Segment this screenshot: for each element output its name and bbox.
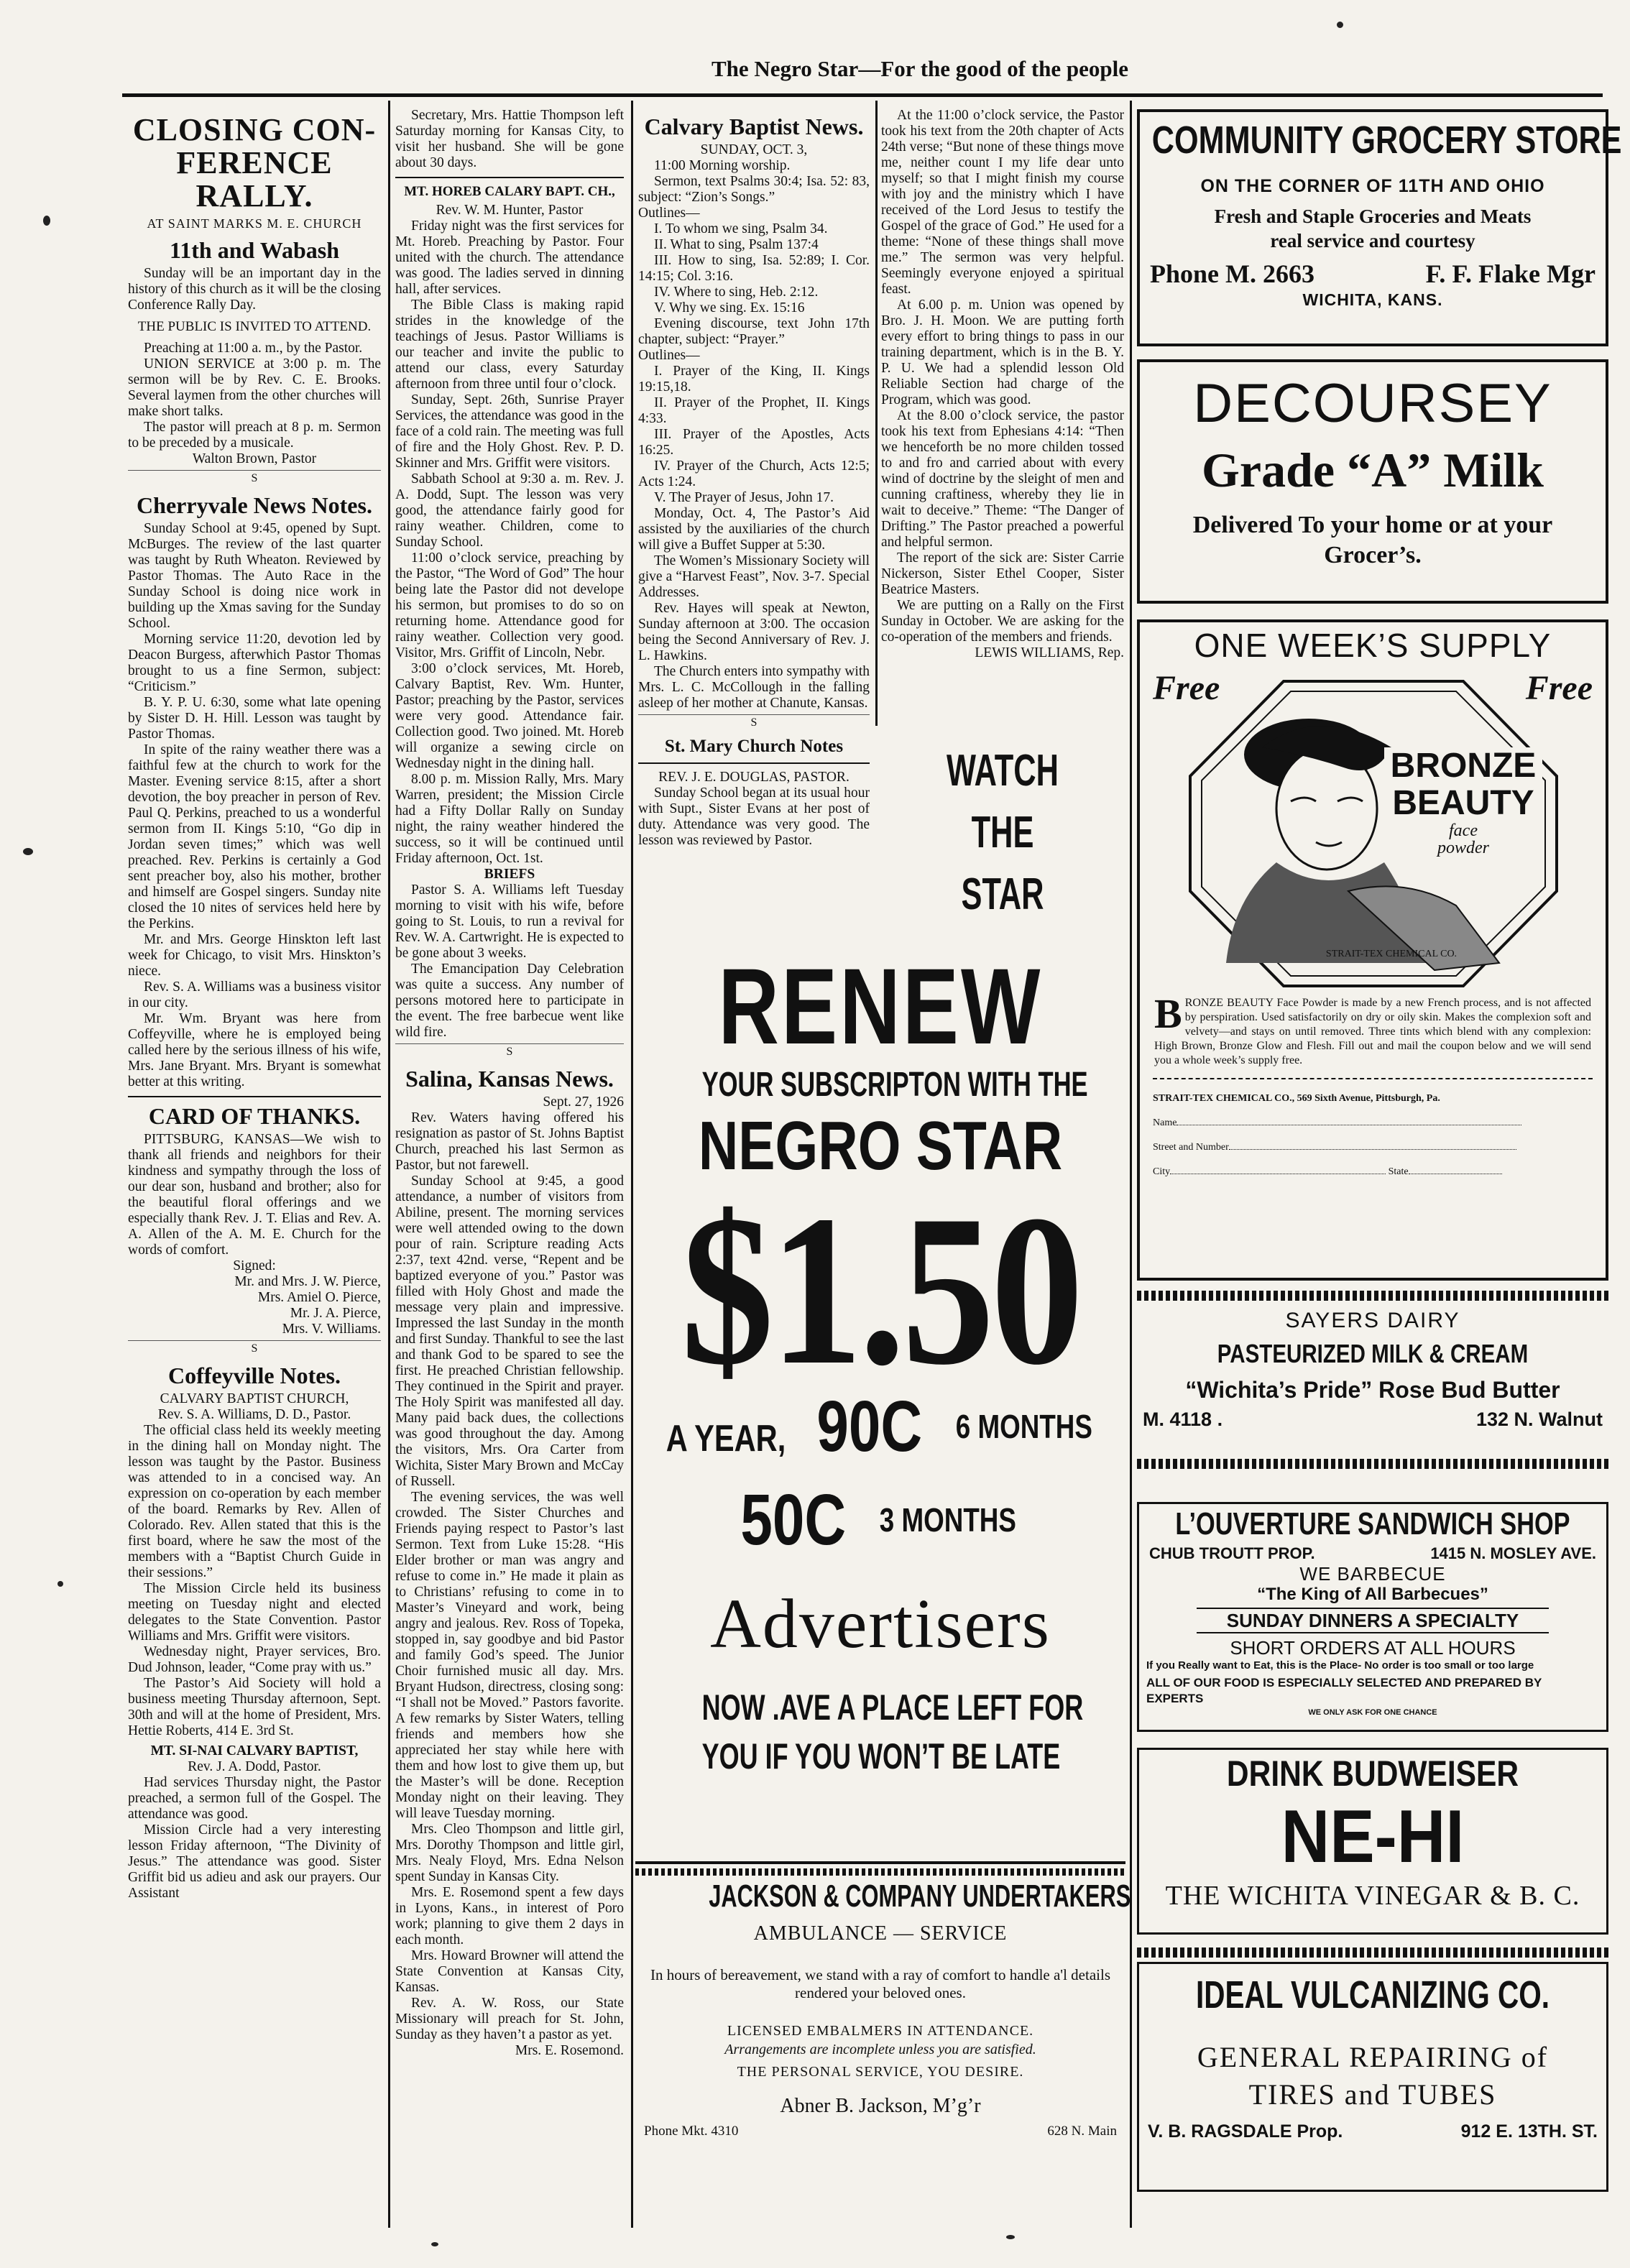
header-rule [122,93,1603,97]
article-paragraph: B. Y. P. U. 6:30, some what late opening by Sister D. H. Hill. Lesson was taught by Pastor Thomas. [128,695,381,742]
article-paragraph: Had services Thursday night, the Pastor preached, a sermon full of the Gospel. The attendance was good. [128,1775,381,1822]
article-paragraph: Sunday, Sept. 26th, Sunrise Prayer Services, the attendance was good in the face of a cold rain. The meeting was full of fire and the Holy Ghost. Rev. P. D. Skinner and Mrs. Griffit were visitors. [395,392,624,471]
vulcanizing-line-1: GENERAL REPAIRING of [1197,2041,1549,2073]
sandwich-address: 1415 N. MOSLEY AVE. [1430,1544,1596,1562]
watch-word: WATCH [947,746,1059,796]
milk-brand: DECOURSEY [1193,373,1552,434]
nehi-logo: NE-HI [1281,1795,1465,1879]
sandwich-line-3: WE ONLY ASK FOR ONE CHANCE [1308,1708,1437,1717]
thanks-name: Mr. and Mrs. J. W. Pierce, [234,1274,381,1289]
dairy-phone: M. 4118 . [1143,1409,1223,1430]
thanks-name: Mr. J. A. Pierce, [290,1306,381,1321]
milk-grade: Grade “A” Milk [1202,443,1544,497]
article-paragraph: The report of the sick are: Sister Carrie Nickerson, Sister Ethel Cooper, Sister Beatrice Masters. [881,550,1124,597]
the-word: THE [971,808,1034,857]
page-header: The Negro Star—For the good of the people [711,56,1129,81]
article-line: 11:00 Morning worship. [654,158,791,173]
article-paragraph: The Women’s Missionary Society will give a “Harvest Feast”, Nov. 3-7. Special Addresses. [638,553,870,600]
budweiser-nehi-ad [1137,1748,1608,1935]
article-paragraph: At the 11:00 o’clock service, the Pastor took his text from the 20th chapter of Acts 24th verse; “But none of these things move me, neither count I my life dear unto myself; so that I might finish my course with joy and the ministry which I have received of the Lord Jesus to testify the Gospel of the grace of God.” He used for a theme: “None of these things shall move me.” The sermon was very helpful. Seemingly everyone enjoyed a spiritual feast. [881,108,1124,297]
grocery-corner: ON THE CORNER OF 11TH AND OHIO [1200,176,1545,196]
article-paragraph: Mission Circle had a very interesting lesson Friday afternoon, “The Divinity of Jesus.” The attendance was good. Sister Griffit bid us adieu and ask our prayers. Our Assistant [128,1822,381,1901]
article-paragraph: Rev. Waters having offered his resignation as pastor of St. Johns Baptist Church, preached his last Sermon as Pastor, but not farewell. [395,1110,624,1173]
article-paragraph: Sabbath School at 9:30 a. m. Rev. J. A. Dodd, Supt. The lesson was very good, the attendance fairly good for rainy weather. Children, come to Sunday School. [395,471,624,550]
article-paragraph: Sunday School at 9:45, a good attendance, a number of visitors from Abiline, present. The morning services were well attended owing to the down pour of rain. Scripture reading Acts 2:37, text 42nd. verse, “Repent and be baptized everyone of you.” Pastor was filled with Holy Ghost and made the message very plain and impressive. Impressed the last Sunday in the month and first Sunday. Thankful to see the last and thank God to be spared to see the first. He preached Christian fellowship. They continued in the Spirit and prayer. The Holy Spirit was manifested all day. Many paid back dues, the collections was good throughout the day. Among the visitors, Mrs. Ora Carter from Wichita, Sister Mary Brown and McCay of Russell. [395,1174,624,1489]
card-of-thanks-title: CARD OF THANKS. [148,1103,361,1129]
briefs-heading: BRIEFS [484,867,535,882]
wont-be-late-line: YOU IF YOU WON’T BE LATE [701,1736,1061,1776]
jackson-phone: Phone Mkt. 4310 [644,2124,739,2139]
dairy-line-1: PASTEURIZED MILK & CREAM [1217,1339,1529,1368]
star-word: STAR [961,870,1044,919]
coupon-state-label: State [1388,1166,1409,1177]
beauty-description-text: RONZE BEAUTY Face Powder is made by a new French process, and is not affected by perspiration. Used satisfactorily on dry or oily skin. Makes the complexion soft and velvety—and stays on until removed. Three tints which blend with any complexion: High Brown, Bronze Glow and Flesh. Fill out and mail the coupon below and we will send you a whole week’s supply free. [1154,997,1591,1066]
jackson-manager: Abner B. Jackson, M’g’r [780,2095,981,2117]
salina-title: Salina, Kansas News. [405,1066,614,1092]
separator: S [638,714,870,731]
bronze-beauty-ad [1137,619,1608,1281]
article-paragraph: Pastor S. A. Williams left Tuesday morning to visit with his wife, before going to St. Louis, to run a revival for Rev. W. A. Cartwright. He is expected to be gone about 3 weeks. [395,882,624,961]
renew-word: RENEW [718,946,1043,1066]
ad-border [1137,1459,1608,1469]
church-name: MT. SI-NAI CALVARY BAPTIST, [150,1743,359,1758]
coupon-street-row [1153,1135,1593,1160]
salina-date: Sept. 27, 1926 [543,1094,624,1110]
beauty-word: BEAUTY [1392,784,1534,822]
ambulance-service: AMBULANCE — SERVICE [753,1922,1008,1945]
separator [395,177,624,178]
sunday-dinners: SUNDAY DINNERS A SPECIALTY [1197,1608,1549,1633]
bronze-word: BRONZE [1390,747,1537,785]
article-line: Outlines— [638,206,700,221]
sandwich-proprietor: CHUB TROUTT PROP. [1149,1544,1315,1562]
grocery-phone: Phone M. 2663 [1150,259,1314,288]
your-subscription-line: YOUR SUBSCRIPTON WITH THE [701,1066,1088,1104]
coffeyville-title: Coffeyville Notes. [168,1363,341,1388]
ad-rule [635,1861,1125,1864]
article-line: V. The Prayer of Jesus, John 17. [654,490,834,505]
drink-budweiser: DRINK BUDWEISER [1226,1753,1519,1794]
article-paragraph: Secretary, Mrs. Hattie Thompson left Saturday morning for Kansas City, to visit her husband. She will be gone about 30 days. [395,108,624,170]
ad-border [1137,1291,1608,1301]
sandwich-prop-row [1139,1544,1606,1563]
article-line: Evening discourse, text John 17th chapter, subject: “Prayer.” [638,316,870,347]
watch-the-star [884,740,1121,941]
article-paragraph: The Mission Circle held its business meeting on Tuesday night and elected delegates to the State Convention. Pastor Williams and Mrs. Griffit were visitors. [128,1581,381,1644]
article-paragraph: The Pastor’s Aid Society will hold a business meeting Thursday afternoon, Sept. 30th and will at the home of President, Mrs. Hettie Roberts, 414 E. 3rd St. [128,1676,381,1738]
separator [638,762,870,764]
church-pastor: Rev. J. A. Dodd, Pastor. [188,1759,321,1774]
article-paragraph: Sunday School at 9:45, opened by Supt. McBurges. The review of the last quarter was taught by Ruth Wheaton. Reviewed by Pastor Thomas. The Auto Race in the Sunday School is doing nice work in building up the Xmas saving for the Sunday School. [128,521,381,631]
article-signature: LEWIS WILLIAMS, Rep. [975,645,1124,660]
vulcanizing-contact-row [1139,2113,1606,2149]
column-rule [388,101,390,2228]
column-4 [881,108,1124,719]
article-line: III. Prayer of the Apostles, Acts 16:25. [638,427,870,458]
advertisers-word: Advertisers [710,1585,1051,1663]
st-mary-title: St. Mary Church Notes [664,737,844,756]
separator: S [128,470,381,487]
column-2 [395,108,624,2235]
article-line: IV. Where to sing, Heb. 2:12. [654,285,819,300]
public-invite: THE PUBLIC IS INVITED TO ATTEND. [137,319,372,334]
scan-speck [431,2242,438,2246]
sandwich-title: L’OUVERTURE SANDWICH SHOP [1175,1506,1570,1541]
article-line: Sermon, text Psalms 30:4; Isa. 52: 83, subject: “Zion’s Songs.” [638,174,870,205]
article-paragraph: Mrs. Cleo Thompson and little girl, Mrs. Dorothy Thompson and little girl, Mrs. Nealy Floyd, Mrs. Edna Nelson spent Sunday in Kansas City. [395,1822,624,1884]
article-paragraph: Sunday will be an important day in the history of this church as it will be the closing Conference Rally Day. [128,266,381,313]
article-line: Outlines— [638,348,700,363]
article-paragraph: In spite of the rainy weather there was a faithful few at the church to work for the Master. Evening service 8:15, after a short devotion, the boy preacher in person of Rev. Paul Q. Perkins, preached to us a wonderful sermon from II. Kings 5:10, “Go dip in Jordan seven times;” which was well preached. Rev. Perkins is certainly a God sent preacher boy, also his mother, brother and himself are Gospel singers. Sunday nite closed the 10 nites of services held here by the Perkins. [128,742,381,931]
grocery-manager: F. F. Flake Mgr [1425,259,1596,288]
sayers-dairy-ad [1137,1305,1608,1449]
sandwich-line-2: ALL OF OUR FOOD IS ESPECIALLY SELECTED AND PREPARED BY EXPERTS [1146,1676,1542,1705]
article-paragraph: Morning service 11:20, devotion led by Deacon Burgess, afterwhich Pastor Thomas brought to us a fine Sermon, subject: “Criticism.” [128,632,381,694]
article-signature: Walton Brown, Pastor [192,451,317,466]
article-paragraph: The official class held its weekly meeting in the dining hall on Monday night. The lesson was taught by the Pastor. Business was attended to in a concised way. An expression on co-operation by each member of the board. Remarks by Rev. Allen of Colorado. Rev. Allen stated that this is the first board, where he saw the most of the members with a “Baptist Church Guide in their sessions.” [128,1423,381,1580]
scan-speck [43,216,50,226]
article-line: I. To whom we sing, Psalm 34. [654,221,828,236]
column-rule [875,101,878,726]
article-paragraph: At 6.00 p. m. Union was opened by Bro. J. H. Moon. We are putting forth every effort to bring things to pass in our training department, which is in the B. Y. P. U. We had a splendid lesson Old Reliable Section had charge of the Program, which was good. [881,298,1124,407]
three-month-row [632,1480,1128,1581]
article-paragraph: Mrs. Howard Browner will attend the State Convention at Kansas City, Kansas. [395,1948,624,1995]
article-paragraph: 11:00 o’clock service, preaching by the Pastor, “The Word of God” The hour being late the Pastor did not develope his sermon, but promises to do so on returning home. Attendance good for rainy weather. Collection very good. Visitor, Mrs. Griffit of Lincoln, Nebr. [395,550,624,660]
six-months-label: 6 MONTHS [956,1408,1093,1445]
dairy-title: SAYERS DAIRY [1285,1309,1460,1332]
face-word: face [1449,821,1478,840]
price-six-months: 90C [816,1386,923,1467]
vulcanizing-proprietor: V. B. RAGSDALE Prop. [1148,2121,1343,2142]
ad-border-top [635,1868,1125,1876]
separator: S [395,1043,624,1060]
coupon-street-label: Street and Number [1153,1142,1229,1153]
article-paragraph: Preaching at 11:00 a. m., by the Pastor. [144,341,363,356]
article-paragraph: Rev. A. W. Ross, our State Missionary will preach for St. John, Sunday as they haven’t a pastor as yet. [395,1996,624,2042]
article-paragraph: UNION SERVICE at 3:00 p. m. The sermon will be by Rev. C. E. Brooks. Several laymen from the other churches will make short talks. [128,356,381,419]
article-paragraph: 3:00 o’clock services, Mt. Horeb, Calvary Baptist, Rev. Wm. Hunter, Pastor; preaching by the Pastor, services were very good. Attendance fair. Collection good. Two joined. Mt. Horeb will organize a sewing circle on Wednesday night in the dining hall. [395,661,624,771]
a-year-label: A YEAR, [666,1418,786,1460]
scan-speck [1006,2235,1015,2239]
article-paragraph: We are putting on a Rally on the First Sunday in October. We are asking for the co-operation of the members and friends. [881,598,1124,645]
coupon-name-row [1153,1111,1593,1135]
church-pastor: REV. J. E. DOUGLAS, PASTOR. [658,770,849,785]
grocery-title: COMMUNITY GROCERY STORE [1151,119,1622,162]
louverture-sandwich-ad [1137,1502,1608,1732]
article-paragraph: 8.00 p. m. Mission Rally, Mrs. Mary Warren, president; the Mission Circle had a Fifty Dollar Rally on Sunday night, the rainy weather hindered the success, so it will be continued until Friday afternoon, Oct. 1st. [395,772,624,866]
decoursey-milk-ad [1137,359,1608,604]
jackson-undertakers-ad [635,1876,1131,2185]
church-name: CALVARY BAPTIST CHURCH, [160,1391,349,1406]
we-barbecue: WE BARBECUE [1299,1563,1446,1585]
beauty-description [1140,992,1606,1068]
short-orders: SHORT ORDERS AT ALL HOURS [1230,1637,1516,1659]
dairy-address: 132 N. Walnut [1475,1409,1603,1430]
price-yearly: $1.50 [681,1171,1080,1409]
scan-speck [1337,22,1343,28]
article-line: III. How to sing, Isa. 52:89; I. Cor. 14:15; Col. 3:16. [638,253,870,284]
article-line: V. Why we sing. Ex. 15:16 [654,300,805,315]
sandwich-line-1: If you Really want to Eat, this is the Place- No order is too small or too large [1146,1659,1534,1672]
vulcanizing-address: 912 E. 13TH. ST. [1460,2121,1598,2142]
satisfaction-line: Arrangements are incomplete unless you are satisfied. [724,2042,1036,2057]
king-of-barbecues: “The King of All Barbecues” [1257,1585,1488,1604]
dairy-line-2: “Wichita’s Pride” Rose Bud Butter [1185,1377,1560,1403]
drop-cap: B [1154,990,1182,1037]
column-1 [128,108,381,2235]
closing-rally-location: AT SAINT MARKS M. E. CHURCH [147,216,362,231]
place-left-line: NOW .AVE A PLACE LEFT FOR [701,1687,1084,1728]
coupon-company: STRAIT-TEX CHEMICAL CO., 569 Sixth Avenue, Pittsburgh, Pa. [1153,1093,1440,1104]
six-month-row [632,1386,1128,1480]
negro-star-word: NEGRO STAR [698,1107,1063,1184]
article-paragraph: Mrs. E. Rosemond spent a few days in Lyons, Kans., in interest of Poro work; planning to give them 2 days in each month. [395,1885,624,1947]
article-signature: Mrs. E. Rosemond. [515,2043,624,2058]
beauty-title: ONE WEEK’S SUPPLY [1194,627,1552,664]
article-paragraph: Wednesday night, Prayer services, Bro. Dud Johnson, leader, “Come pray with us.” [128,1644,381,1675]
article-paragraph: The pastor will preach at 8 p. m. Sermon to be preceded by a musicale. [128,420,381,451]
article-paragraph: Sunday School began at its usual hour with Supt., Sister Evans at her post of duty. Attendance was very good. The lesson was reviewed by Pastor. [638,785,870,848]
closing-rally-address: 11th and Wabash [170,237,339,263]
grocery-contact-row [1140,253,1606,289]
renew-subscription-ad [632,946,1128,1847]
box-maker-label: STRAIT-TEX CHEMICAL CO. [1325,949,1458,959]
jackson-title: JACKSON & COMPANY UNDERTAKERS [709,1879,1131,1914]
article-line: II. What to sing, Psalm 137:4 [654,237,819,252]
coupon-city-label: City [1153,1166,1171,1177]
thanks-signed: Signed: [233,1258,276,1273]
closing-rally-title: CLOSING CON- FERENCE RALLY. [132,112,377,213]
article-paragraph: The Bible Class is making rapid strides in the knowledge of the teachings of Jesus. Pastor Williams is our teacher and invite the public to attend our class, every Saturday afternoon from three until four o’clock. [395,298,624,392]
jackson-address: 628 N. Main [1047,2124,1117,2139]
coupon-city-row [1153,1160,1593,1184]
price-three-months: 50C [740,1480,847,1560]
article-paragraph: Mr. and Mrs. George Hinskton left last week for Chicago, to visit Mrs. Hinskton’s niece. [128,932,381,979]
article-paragraph: Mr. Wm. Bryant was here from Coffeyville, where he is employed being called here by the serious illness of his wife, Mrs. Jane Bryant. Mrs. Bryant is somewhat better at this writing. [128,1011,381,1089]
grocery-line-2: real service and courtesy [1270,230,1475,252]
separator [128,1096,381,1097]
scan-speck [23,848,33,855]
beauty-coupon [1153,1078,1593,1184]
coupon-name-label: Name [1153,1117,1177,1128]
thanks-name: Mrs. V. Williams. [282,1322,381,1337]
thanks-name: Mrs. Amiel O. Pierce, [257,1290,381,1305]
article-paragraph: The Church enters into sympathy with Mrs. L. C. McCollough in the falling asleep of her mother at Chanute, Kansas. [638,664,870,711]
ad-border [1137,1947,1608,1958]
article-line: I. Prayer of the King, II. Kings 19:15,18. [638,364,870,395]
calvary-date: SUNDAY, OCT. 3, [700,142,808,157]
article-line: II. Prayer of the Prophet, II. Kings 4:33. [638,395,870,426]
three-months-label: 3 MONTHS [879,1501,1017,1539]
powder-word: powder [1437,839,1489,857]
grocery-line-1: Fresh and Staple Groceries and Meats [1214,206,1532,227]
church-pastor: Rev. S. A. Williams, D. D., Pastor. [157,1407,351,1422]
grocery-city: WICHITA, KANS. [1302,290,1443,309]
free-label-left: Free [1153,669,1220,707]
dairy-contact-row [1137,1409,1608,1431]
bronze-beauty-logo [1384,747,1542,857]
community-grocery-ad [1137,109,1622,346]
personal-service-line: THE PERSONAL SERVICE, YOU DESIRE. [737,2064,1024,2080]
calvary-title: Calvary Baptist News. [644,114,864,139]
article-paragraph: Rev. S. A. Williams was a business visitor in our city. [128,979,381,1010]
article-paragraph: Rev. Hayes will speak at Newton, Sunday afternoon at 3:00. The occasion being the Second Anniversary of Rev. J. L. Hawkins. [638,601,870,663]
article-paragraph: The Emancipation Day Celebration was quite a success. Any number of persons motored here to participate in the event. The free barbecue went like wild fire. [395,962,624,1040]
article-line: IV. Prayer of the Church, Acts 12:5; Acts 1:24. [638,458,870,489]
article-paragraph: The evening services, the was well crowded. The Sister Churches and Friends paying respect to Pastor’s last Sermon. Text from Luke 15:28. “His Elder brother or man was angry and refuse to come in.” He made it plain as to Christians’ refusing to come in to Master’s Vineyard and work, being angry and jealous. Rev. Ross of Topeka, stopped in, say goodbye and bid Pastor and family God’s speed. The Junior Choir furnished music all day. Mrs. Bryant Hudson, directress, closing song: “I shall not be Moved.” Pastors favorite. A few remarks by Sister Waters, telling friends and members how she appreciated her stay while here with them and how lost to give them up, but the Master’s will be done. Reception Monday night on their leaving. They will leave Tuesday morning. [395,1490,624,1821]
jackson-comfort-line: In hours of bereavement, we stand with a ray of comfort to handle a'l details rendered your beloved ones. [650,1966,1110,2001]
mt-horeb-title: MT. HOREB CALARY BAPT. CH., [404,184,615,199]
column-3 [638,108,870,848]
cherryvale-title: Cherryvale News Notes. [137,492,372,518]
free-label-right: Free [1525,669,1593,707]
wichita-vinegar-company: THE WICHITA VINEGAR & B. C. [1165,1881,1580,1911]
coupon-street-field[interactable] [1229,1149,1516,1150]
beauty-illustration-area [1140,668,1606,992]
article-paragraph: At the 8.00 o’clock service, the pastor took his text from Ephesians 4:14: “Then we henceforth be no more childen tossed to and fro and carried about with every wind of doctrine by the sleight of men and cunning craftiness, whereby they lie in wait to deceive.” Theme: “The Danger of Drifting.” The Pastor preached a powerful and helpful sermon. [881,408,1124,550]
article-paragraph: PITTSBURG, KANSAS—We wish to thank all friends and neighbors for their kindness and sympathy through the loss of our dear son, husband and brother; also for the beautiful floral offerings and we especially thank Rev. J. T. Elias and Rev. A. A. Allen of the A. M. E. Church for the words of comfort. [128,1132,381,1258]
article-paragraph: Friday night was the first services for Mt. Horeb. Preaching by Pastor. Four united with the church. The attendance was good. The ladies served in dinning hall, after services. [395,218,624,297]
milk-delivery-line: Delivered To your home or at your Grocer’s. [1192,512,1553,568]
embalmers-line: LICENSED EMBALMERS IN ATTENDANCE. [727,2023,1034,2039]
separator: S [128,1340,381,1357]
scan-speck [57,1581,63,1587]
jackson-contact-row [635,2124,1125,2139]
vulcanizing-title: IDEAL VULCANIZING CO. [1195,1973,1550,2016]
vulcanizing-line-2: TIRES and TUBES [1248,2078,1497,2111]
ideal-vulcanizing-ad [1137,1962,1608,2192]
article-paragraph: Monday, Oct. 4, The Pastor’s Aid assisted by the auxiliaries of the church will give a Buffet Supper at 5:30. [638,506,870,553]
church-pastor: Rev. W. M. Hunter, Pastor [436,203,584,218]
